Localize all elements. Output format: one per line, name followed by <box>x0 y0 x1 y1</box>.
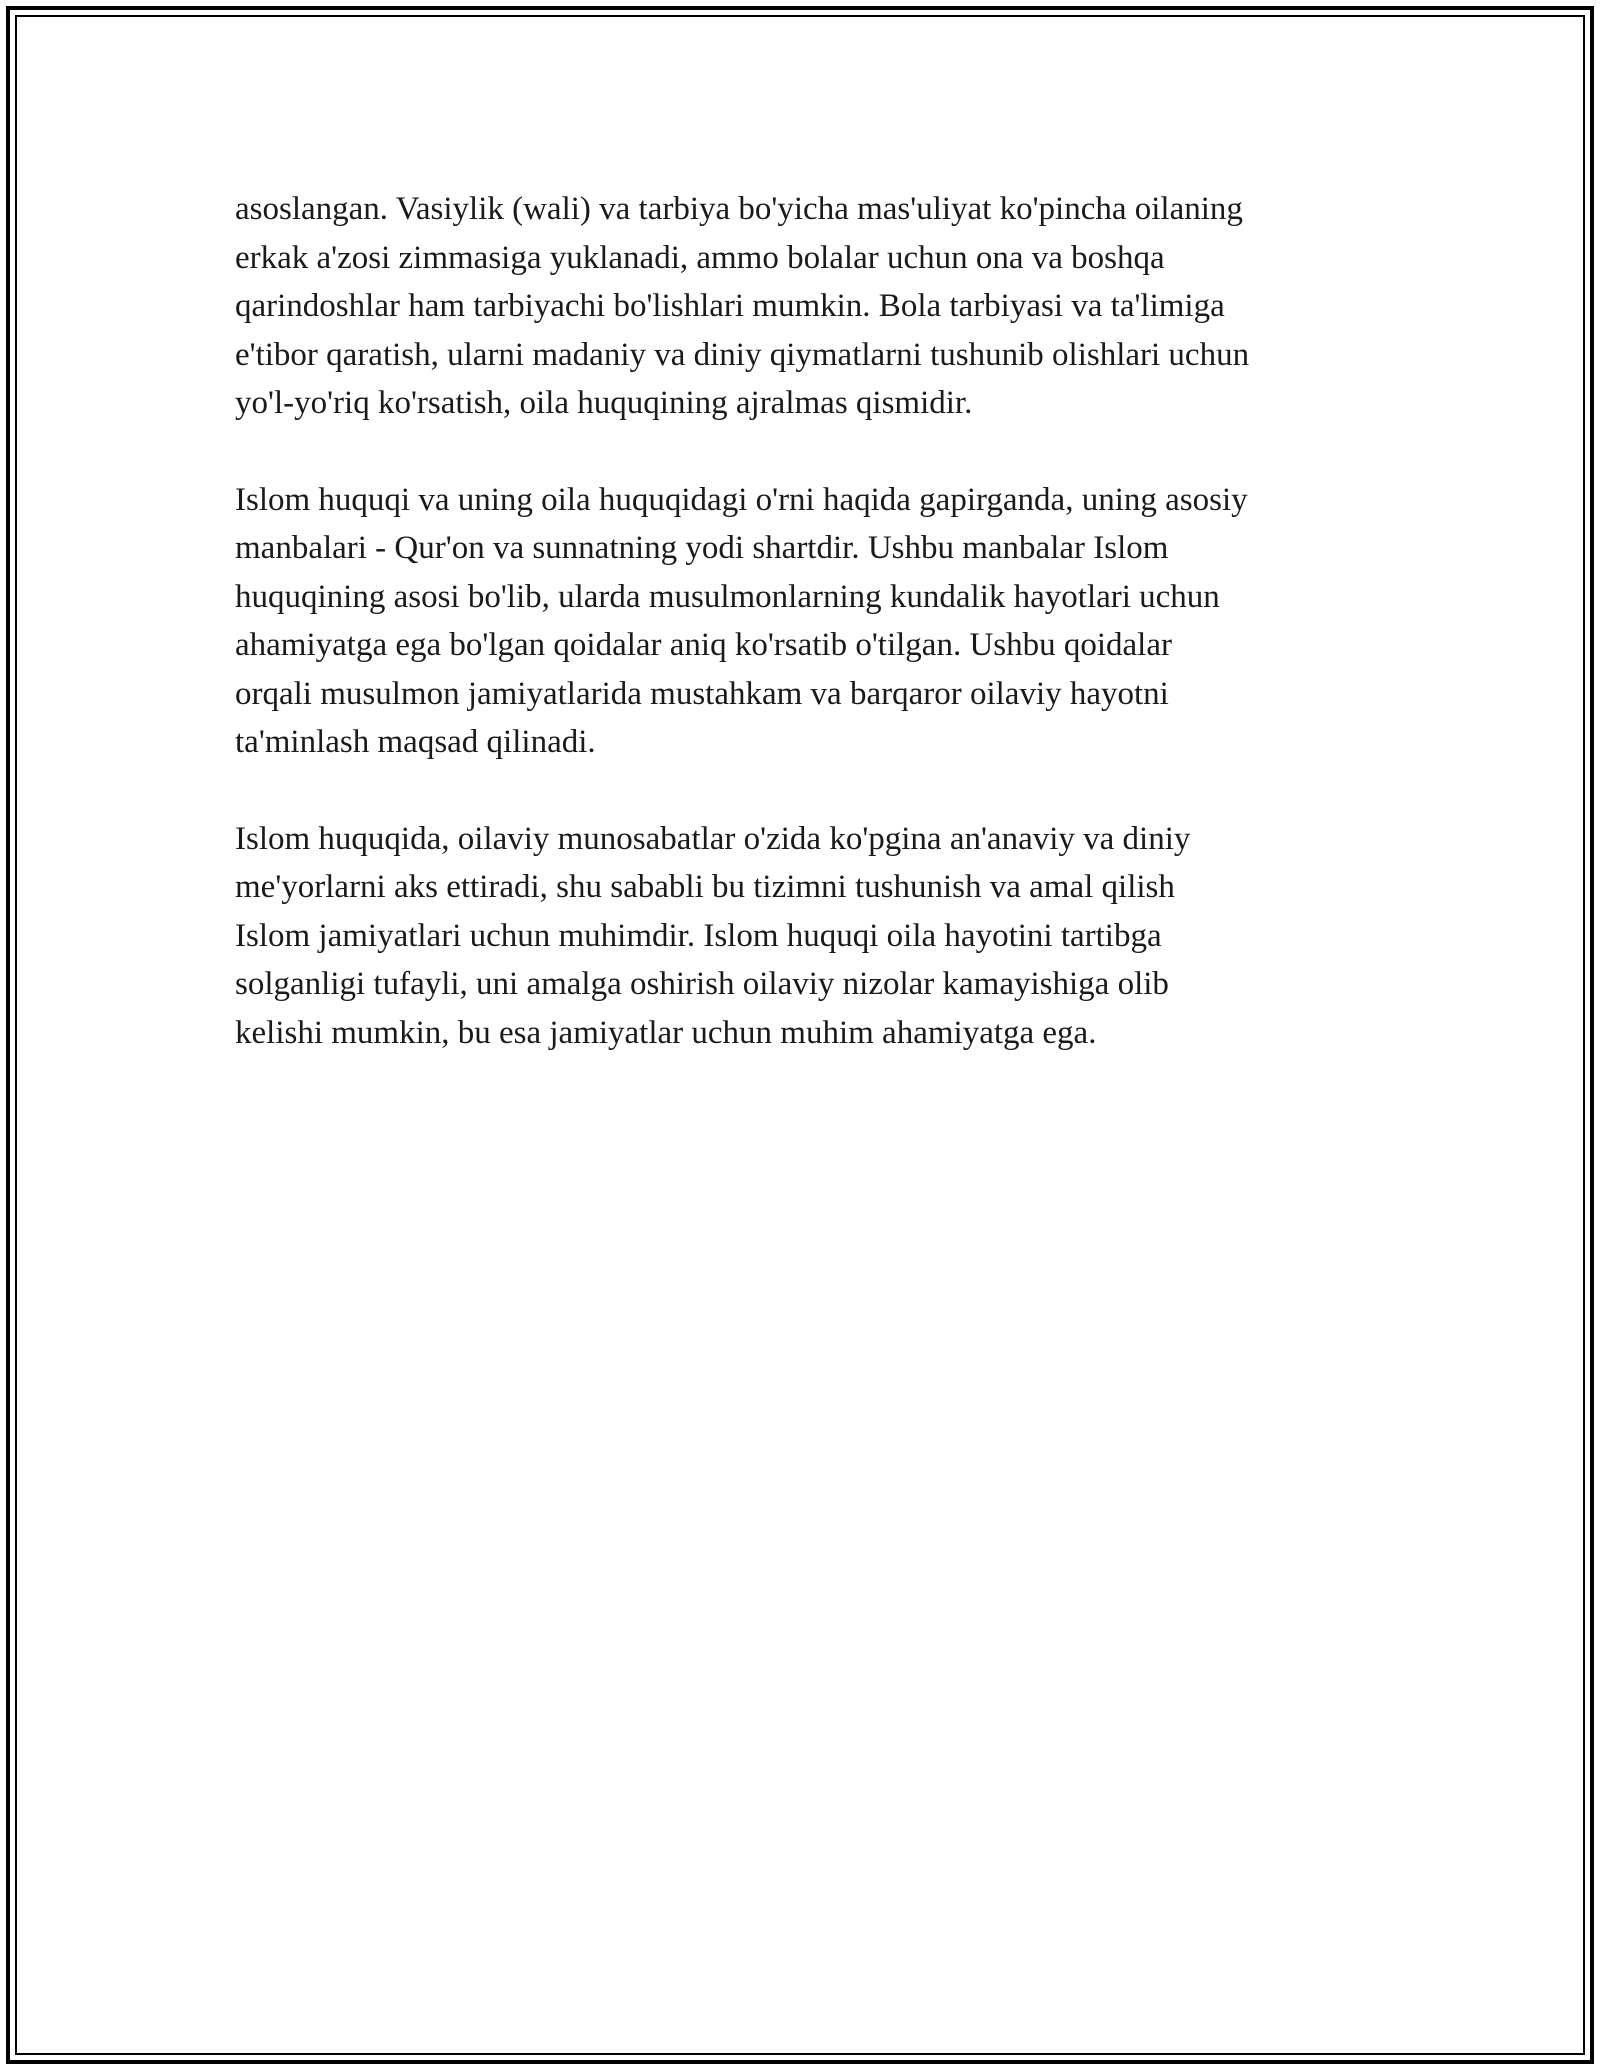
paragraph-1: asoslangan. Vasiylik (wali) va tarbiya bo'yicha mas'uliyat ko'pincha oilaning erkak a'zosi zimmasiga yuklanadi, ammo bolalar uchun ona va boshqa qarindoshlar ham tarbiyachi bo'lishlari mumkin. Bola tarbiyasi va ta'limiga e'tibor qaratish, ularni madaniy va diniy qiymatlarni tushunib olishlari uchun yo'l-yo'riq ko'rsatish, oila huquqining ajralmas qismidir. <box>235 191 1250 421</box>
document-body <box>235 185 1365 1105</box>
paragraph-3: Islom huquqida, oilaviy munosabatlar o'zida ko'pgina an'anaviy va diniy me'yorlarni aks ettiradi, shu sababli bu tizimni tushunish va amal qilish Islom jamiyatlari uchun muhimdir. Islom huquqi oila hayotini tartibga solganligi tufayli, uni amalga oshirish oilaviy nizolar kamayishiga olib kelishi mumkin, bu esa jamiyatlar uchun muhim ahamiyatga ega. <box>235 820 1191 1051</box>
paragraph-2: Islom huquqi va uning oila huquqidagi o'rni haqida gapirganda, uning asosiy manbalari - Qur'on va sunnatning yodi shartdir. Ushbu manbalar Islom huquqining asosi bo'lib, ularda musulmonlarning kundalik hayotlari uchun ahamiyatga ega bo'lgan qoidalar aniq ko'rsatib o'tilgan. Ushbu qoidalar orqali musulmon jamiyatlarida mustahkam va barqaror oilaviy hayotni ta'minlash maqsad qilinadi. <box>235 481 1248 760</box>
